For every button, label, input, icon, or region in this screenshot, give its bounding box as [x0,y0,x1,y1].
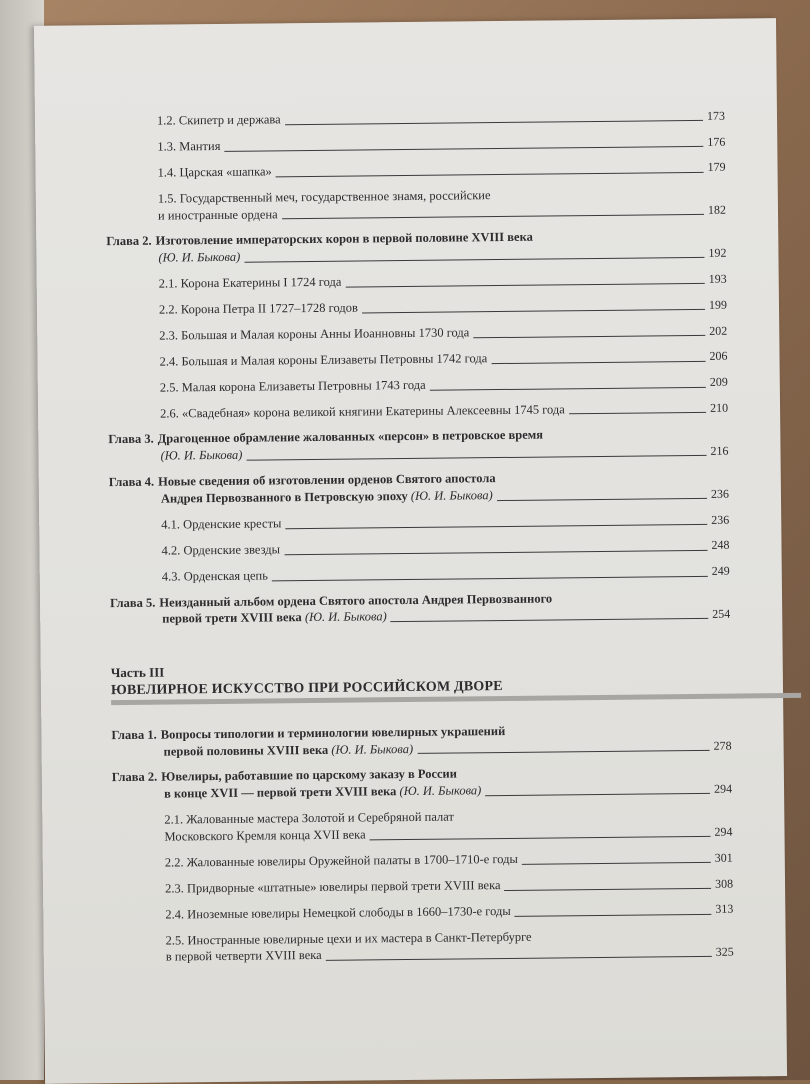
chapter-title: Драгоценное обрамление жалованных «персон» в петровское время [157,427,544,446]
page-number: 199 [708,297,728,312]
dot-leader [224,146,703,152]
dot-leader [491,360,705,363]
toc-entry [105,158,725,181]
toc-chapter [108,425,728,465]
page-number: 294 [713,781,733,796]
toc-chapter [106,227,726,267]
page-number: 182 [707,202,727,218]
toc-entry [105,133,725,156]
entry-title: 2.5. Малая корона Елизаветы Петровны 1743 года [159,377,426,395]
entry-title: 1.2. Скипетр и держава [156,112,281,128]
toc-entry [108,373,728,396]
dot-leader [246,455,706,461]
entry-title: 2.4. Большая и Малая короны Елизаветы Петровны 1742 года [159,350,488,369]
toc-entry [113,849,733,872]
toc-chapter [111,720,731,760]
chapter-label: Глава 5. [109,595,156,610]
chapter-title: Вопросы типологии и терминологии ювелирных украшений [160,723,506,742]
page-number: 248 [711,538,730,553]
page-number: 278 [713,738,732,754]
chapter-title: Неизданный альбом ордена Святого апостола Андрея Первозванного [159,590,553,610]
dot-leader [391,618,709,622]
dot-leader [485,793,710,796]
entry-title: 2.2. Корона Петра II 1727–1728 годов [158,300,358,317]
toc-entry [114,926,734,966]
entry-title: 4.3. Орденская цепь [161,568,268,584]
part-title: ЮВЕЛИРНОЕ ИСКУССТВО ПРИ РОССИЙСКОМ ДВОРЕ [110,678,503,698]
entry-title-line1: 1.5. Государственный меч, государственное знамя, российские [157,187,491,206]
entry-title: 2.3. Большая и Малая короны Анны Иоанновны 1730 года [159,325,470,343]
page-number: 313 [715,901,734,917]
dot-leader [272,575,708,581]
chapter-label: Глава 2. [106,234,152,249]
entry-title: 2.1. Корона Екатерины I 1724 года [158,274,342,291]
dot-leader [522,862,711,865]
page-number: 173 [706,108,726,123]
page-number: 301 [714,850,733,865]
page-number: 236 [710,486,730,501]
entry-title: 1.3. Мантия [157,138,221,154]
chapter-title: Ювелиры, работавшие по царскому заказу в России [161,766,457,785]
entry-title-line2: в первой четверти XVIII века [165,948,322,964]
chapter-author: (Ю. И. Быкова) [331,741,414,757]
dot-leader [276,172,704,177]
entry-title: 2.4. Иноземные ювелиры Немецкой слободы в 1660–1730-е годы [165,903,511,922]
chapter-label: Глава 4. [108,474,155,490]
page-number: 325 [715,944,734,959]
toc-entry [112,806,732,846]
toc-entry [105,107,725,130]
page-number: 192 [708,245,727,260]
page-number: 294 [714,824,733,839]
entry-title-line2: и иностранные ордена [157,206,278,223]
entry-title: 2.6. «Свадебная» корона великой княгини Екатерины Алексеевны 1745 года [160,401,565,421]
chapter-title-line2: в конце XVII — первой трети XVIII века [163,784,397,801]
toc-entry [107,322,727,345]
dot-leader [473,335,705,338]
entry-title-line2: Московского Кремля конца XVII века [164,827,366,844]
chapter-author: (Ю. И. Быкова) [304,609,387,625]
toc-chapter [109,468,729,508]
dot-leader [497,498,707,501]
dot-leader [370,836,711,841]
toc-entry [107,347,727,370]
entry-title: 2.3. Придворные «штатные» ювелиры первой трети XVIII века [164,877,501,896]
toc-entry [107,270,727,293]
page-number: 249 [711,563,730,579]
page-number: 216 [710,443,729,458]
chapter-title-line2: первой половины XVIII века [163,742,329,759]
page-number: 236 [711,512,730,527]
toc-entry [113,874,733,897]
page-number: 202 [709,323,728,338]
toc-entry [110,562,730,585]
entry-title: 1.4. Царская «шапка» [157,164,272,180]
entry-title-line1: 2.5. Иностранные ювелирные цехи и их мастера в Санкт-Петербурге [165,929,532,948]
book-page [34,18,787,1084]
page-number: 206 [709,349,728,364]
dot-leader [569,412,706,414]
entry-title: 2.2. Жалованные ювелиры Оружейной палаты в 1700–1710-е годы [164,851,518,870]
toc-chapter [112,763,732,803]
dot-leader [505,888,712,891]
chapter-author: (Ю. И. Быкова) [160,447,243,463]
page-number: 179 [707,160,726,175]
dot-leader [285,120,703,125]
toc-entry [108,399,728,422]
dot-leader [430,386,706,390]
page-number: 308 [714,876,734,891]
page-number: 254 [712,606,731,621]
chapter-author: (Ю. И. Быкова) [410,488,493,503]
toc-entry [109,511,729,534]
page-number: 210 [709,400,729,416]
page-number: 176 [707,134,726,149]
dot-leader [282,214,704,219]
part-label: Часть III [110,664,165,681]
chapter-title-line2: Андрея Первозванного в Петровскую эпоху [160,488,408,506]
entry-title: 4.1. Орденские кресты [161,516,282,532]
toc-chapter [110,588,730,628]
dot-leader [515,913,712,916]
chapter-title: Изготовление императорских корон в первой половине XVIII века [155,230,533,248]
table-of-contents [105,107,734,976]
toc-entry [109,536,729,559]
page-number: 193 [708,271,727,286]
dot-leader [345,283,704,288]
chapter-label: Глава 1. [111,727,157,742]
page-number: 209 [709,374,728,390]
chapter-title: Новые сведения об изготовлении орденов Святого апостола [158,471,496,489]
chapter-author: (Ю. И. Быкова) [399,783,482,799]
entry-title: 4.2. Орденские звезды [161,542,281,558]
dot-leader [284,549,707,554]
dot-leader [362,309,705,314]
toc-entry [106,184,726,224]
chapter-title-line2: первой трети XVIII века [162,610,302,626]
dot-leader [285,524,707,529]
chapter-label: Глава 3. [108,432,154,447]
toc-entry [113,900,733,923]
dot-leader [326,956,712,961]
part-heading [111,658,731,701]
toc-entry [107,296,727,319]
chapter-label: Глава 2. [111,770,158,785]
dot-leader [417,750,709,754]
chapter-author: (Ю. И. Быкова) [158,249,241,265]
dot-leader [244,257,704,263]
entry-title-line1: 2.1. Жалованные мастера Золотой и Серебряной палат [164,809,454,827]
